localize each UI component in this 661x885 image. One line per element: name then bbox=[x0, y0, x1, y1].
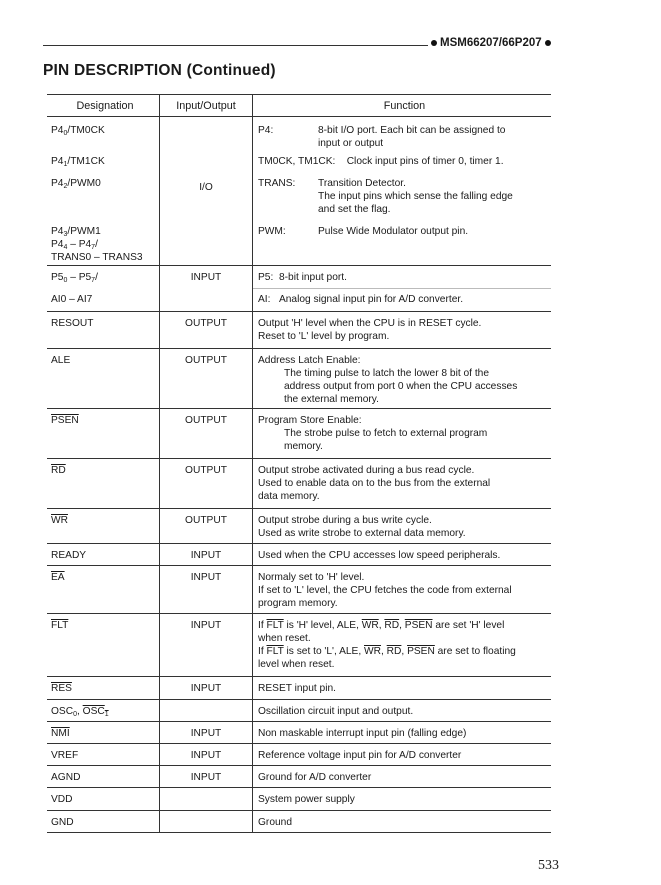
function-line bbox=[258, 645, 551, 658]
designation-cell bbox=[47, 566, 160, 614]
function-cell bbox=[253, 349, 552, 409]
text-span: , bbox=[401, 646, 408, 657]
function-p4 bbox=[258, 124, 551, 150]
table-row bbox=[47, 744, 551, 766]
text-span: , bbox=[399, 620, 405, 631]
table-row bbox=[47, 312, 551, 349]
col-header-io: Input/Output bbox=[160, 95, 253, 117]
function-line: the external memory. bbox=[284, 394, 379, 405]
io-cell: INPUT bbox=[160, 614, 253, 677]
designation-cell: VDD bbox=[51, 794, 73, 805]
designation-p42: $P4_2/PWM0$ bbox=[51, 178, 101, 190]
running-header bbox=[428, 37, 554, 49]
function-line: Address Latch Enable: bbox=[258, 355, 361, 366]
col-header-function: Function bbox=[253, 95, 552, 117]
function-line: The strobe pulse to fetch to external program bbox=[284, 428, 488, 439]
function-line: If set to 'L' level, the CPU fetches the code from external bbox=[258, 585, 512, 596]
io-cell: OUTPUT bbox=[160, 459, 253, 509]
function-line: data memory. bbox=[258, 491, 320, 502]
io-cell: INPUT bbox=[160, 744, 253, 766]
function-cell: Non maskable interrupt input pin (falling edge) bbox=[258, 728, 467, 739]
signal-rd: $\overline{RD}$ bbox=[384, 620, 400, 631]
function-cell bbox=[253, 544, 552, 566]
designation-p40: $P4_0/TM0CK$ bbox=[51, 125, 105, 137]
designation-text: $\overline{FLT}$ bbox=[51, 620, 69, 631]
designation-cell bbox=[47, 614, 160, 677]
table-row bbox=[47, 409, 551, 459]
io-value: I/O bbox=[199, 182, 213, 193]
designation-p41: $P4_1/TM1CK$ bbox=[51, 156, 105, 168]
table-row bbox=[47, 459, 551, 509]
io-cell: INPUT bbox=[160, 266, 253, 312]
designation-text: $\overline{EA}$ bbox=[51, 572, 65, 583]
signal-flt: $\overline{FLT}$ bbox=[266, 620, 284, 631]
table-row bbox=[47, 677, 551, 700]
function-line: Clock input pins of timer 0, timer 1. bbox=[346, 156, 504, 167]
function-line bbox=[258, 619, 551, 632]
pin-description-table bbox=[47, 94, 551, 833]
function-cell bbox=[253, 509, 552, 544]
function-cell bbox=[253, 266, 552, 312]
function-cell bbox=[253, 312, 552, 349]
function-line: when reset. bbox=[258, 633, 311, 644]
function-line: level when reset. bbox=[258, 659, 335, 670]
function-cell bbox=[253, 614, 552, 677]
text-span: , bbox=[378, 620, 385, 631]
table-row bbox=[47, 509, 551, 544]
designation-cell: $OSC_0$, $OSC_1$ bbox=[51, 706, 109, 718]
designation-cell: ALE bbox=[51, 355, 71, 366]
designation-cell: RESOUT bbox=[51, 318, 94, 329]
bullet-icon bbox=[545, 40, 551, 46]
designation-ai: AI0 – AI7 bbox=[51, 294, 93, 305]
function-cell bbox=[253, 459, 552, 509]
designation-cell: READY bbox=[51, 550, 87, 561]
io-cell: INPUT bbox=[160, 766, 253, 788]
designation-p5: $P5_0 - P5_7/$ bbox=[51, 272, 98, 284]
function-line: program memory. bbox=[258, 598, 338, 609]
running-header-text: MSM66207/66P207 bbox=[440, 37, 542, 49]
text-span: is set to 'L', ALE, bbox=[283, 646, 365, 657]
function-cell: Oscillation circuit input and output. bbox=[258, 706, 414, 717]
table-row bbox=[47, 544, 551, 566]
col-header-designation: Designation bbox=[47, 95, 160, 117]
table-row bbox=[47, 766, 551, 788]
text-span: If bbox=[258, 620, 267, 631]
designation-text: $\overline{NMI}$ bbox=[51, 728, 70, 739]
designation-cell: GND bbox=[51, 817, 74, 828]
table-row-p5 bbox=[47, 266, 551, 312]
designation-text: $\overline{WR}$ bbox=[51, 515, 68, 526]
function-line: 8-bit input port. bbox=[278, 272, 347, 283]
table-row bbox=[47, 700, 551, 722]
function-cell bbox=[253, 117, 552, 266]
designation-cell bbox=[47, 117, 160, 266]
function-ai bbox=[258, 293, 551, 306]
io-cell: INPUT bbox=[160, 566, 253, 614]
table-row-p4 bbox=[47, 117, 551, 266]
table-row bbox=[47, 722, 551, 744]
designation-cell bbox=[47, 722, 160, 744]
io-cell: INPUT bbox=[160, 544, 253, 566]
text-span: , bbox=[381, 646, 387, 657]
function-line: Analog signal input pin for A/D converter. bbox=[278, 294, 464, 305]
designation-text: $\overline{RES}$ bbox=[51, 683, 72, 694]
page-number: 533 bbox=[538, 858, 559, 873]
function-cell: Ground bbox=[258, 817, 292, 828]
io-cell: INPUT bbox=[160, 722, 253, 744]
io-cell bbox=[160, 788, 253, 811]
io-cell: INPUT bbox=[160, 677, 253, 700]
function-line: Normaly set to 'H' level. bbox=[258, 572, 365, 583]
designation-cell: AGND bbox=[51, 772, 81, 783]
io-cell bbox=[160, 700, 253, 722]
designation-cell bbox=[47, 677, 160, 700]
function-pwm bbox=[258, 225, 551, 238]
function-line: and set the flag. bbox=[318, 204, 391, 215]
designation-p43: $P4_3/PWM1$ bbox=[51, 226, 101, 238]
function-label: AI: bbox=[258, 294, 271, 305]
signal-wr: $\overline{WR}$ bbox=[361, 620, 379, 631]
table-header-row bbox=[47, 95, 551, 117]
designation-p44-p47: $P4_4 - P4_7/$ bbox=[51, 239, 98, 251]
function-cell: Ground for A/D converter bbox=[258, 772, 372, 783]
function-cell: RESET input pin. bbox=[258, 683, 336, 694]
function-line: The input pins which sense the falling edge bbox=[318, 191, 513, 202]
designation-text: PSEN bbox=[51, 415, 79, 426]
table-row bbox=[47, 614, 551, 677]
io-cell: OUTPUT bbox=[160, 312, 253, 349]
text-span: are set to floating bbox=[434, 646, 516, 657]
function-line: Transition Detector. bbox=[318, 178, 406, 189]
function-line: Reset to 'L' level by program. bbox=[258, 331, 390, 342]
table-row bbox=[47, 349, 551, 409]
function-line: Output strobe during a bus write cycle. bbox=[258, 515, 432, 526]
designation-cell bbox=[47, 509, 160, 544]
function-line: Output 'H' level when the CPU is in RESET cycle. bbox=[258, 318, 482, 329]
function-line: 8-bit I/O port. Each bit can be assigned to bbox=[318, 125, 506, 136]
table-row bbox=[47, 788, 551, 811]
text-span: If bbox=[258, 646, 267, 657]
table-row bbox=[47, 811, 551, 833]
function-line: Pulse Wide Modulator output pin. bbox=[318, 226, 469, 237]
io-cell: OUTPUT bbox=[160, 349, 253, 409]
signal-flt: $\overline{FLT}$ bbox=[266, 646, 284, 657]
function-label: PWM: bbox=[258, 226, 286, 237]
function-label: P4: bbox=[258, 125, 274, 136]
function-line: Output strobe activated during a bus read cycle. bbox=[258, 465, 475, 476]
signal-rd: $\overline{RD}$ bbox=[386, 646, 402, 657]
text-span: are set 'H' level bbox=[432, 620, 505, 631]
io-cell: OUTPUT bbox=[160, 409, 253, 459]
function-tmck bbox=[258, 155, 551, 168]
signal-psen: PSEN bbox=[407, 646, 435, 657]
function-label: TM0CK, TM1CK: bbox=[258, 156, 336, 167]
table-row bbox=[47, 566, 551, 614]
designation-trans: TRANS0 – TRANS3 bbox=[51, 252, 143, 263]
function-line: Used when the CPU accesses low speed peripherals. bbox=[258, 550, 501, 561]
designation-cell bbox=[47, 409, 160, 459]
function-label: P5: bbox=[258, 272, 274, 283]
function-cell: Reference voltage input pin for A/D converter bbox=[258, 750, 462, 761]
designation-cell bbox=[47, 459, 160, 509]
function-line: memory. bbox=[284, 441, 323, 452]
io-cell bbox=[160, 811, 253, 833]
signal-psen: PSEN bbox=[404, 620, 433, 631]
page-title: PIN DESCRIPTION (Continued) bbox=[43, 62, 276, 79]
designation-cell bbox=[47, 266, 160, 312]
io-cell bbox=[160, 117, 253, 266]
signal-wr: $\overline{WR}$ bbox=[364, 646, 381, 657]
designation-cell: VREF bbox=[51, 750, 79, 761]
header-rule bbox=[43, 45, 428, 46]
function-line: Used as write strobe to external data memory. bbox=[258, 528, 466, 539]
text-span: is 'H' level, ALE, bbox=[283, 620, 362, 631]
function-line: address output from port 0 when the CPU accesses bbox=[284, 381, 518, 392]
function-cell: System power supply bbox=[258, 794, 355, 805]
io-cell: OUTPUT bbox=[160, 509, 253, 544]
bullet-icon bbox=[431, 40, 437, 46]
function-cell bbox=[253, 566, 552, 614]
function-line: Program Store Enable: bbox=[258, 415, 362, 426]
function-line: Used to enable data on to the bus from the external bbox=[258, 478, 491, 489]
function-p5 bbox=[253, 271, 551, 289]
function-trans bbox=[258, 177, 551, 216]
function-line: input or output bbox=[318, 138, 384, 149]
function-label: TRANS: bbox=[258, 178, 296, 189]
function-line: The timing pulse to latch the lower 8 bit of the bbox=[284, 368, 489, 379]
designation-text: $\overline{RD}$ bbox=[51, 465, 66, 476]
function-cell bbox=[253, 409, 552, 459]
